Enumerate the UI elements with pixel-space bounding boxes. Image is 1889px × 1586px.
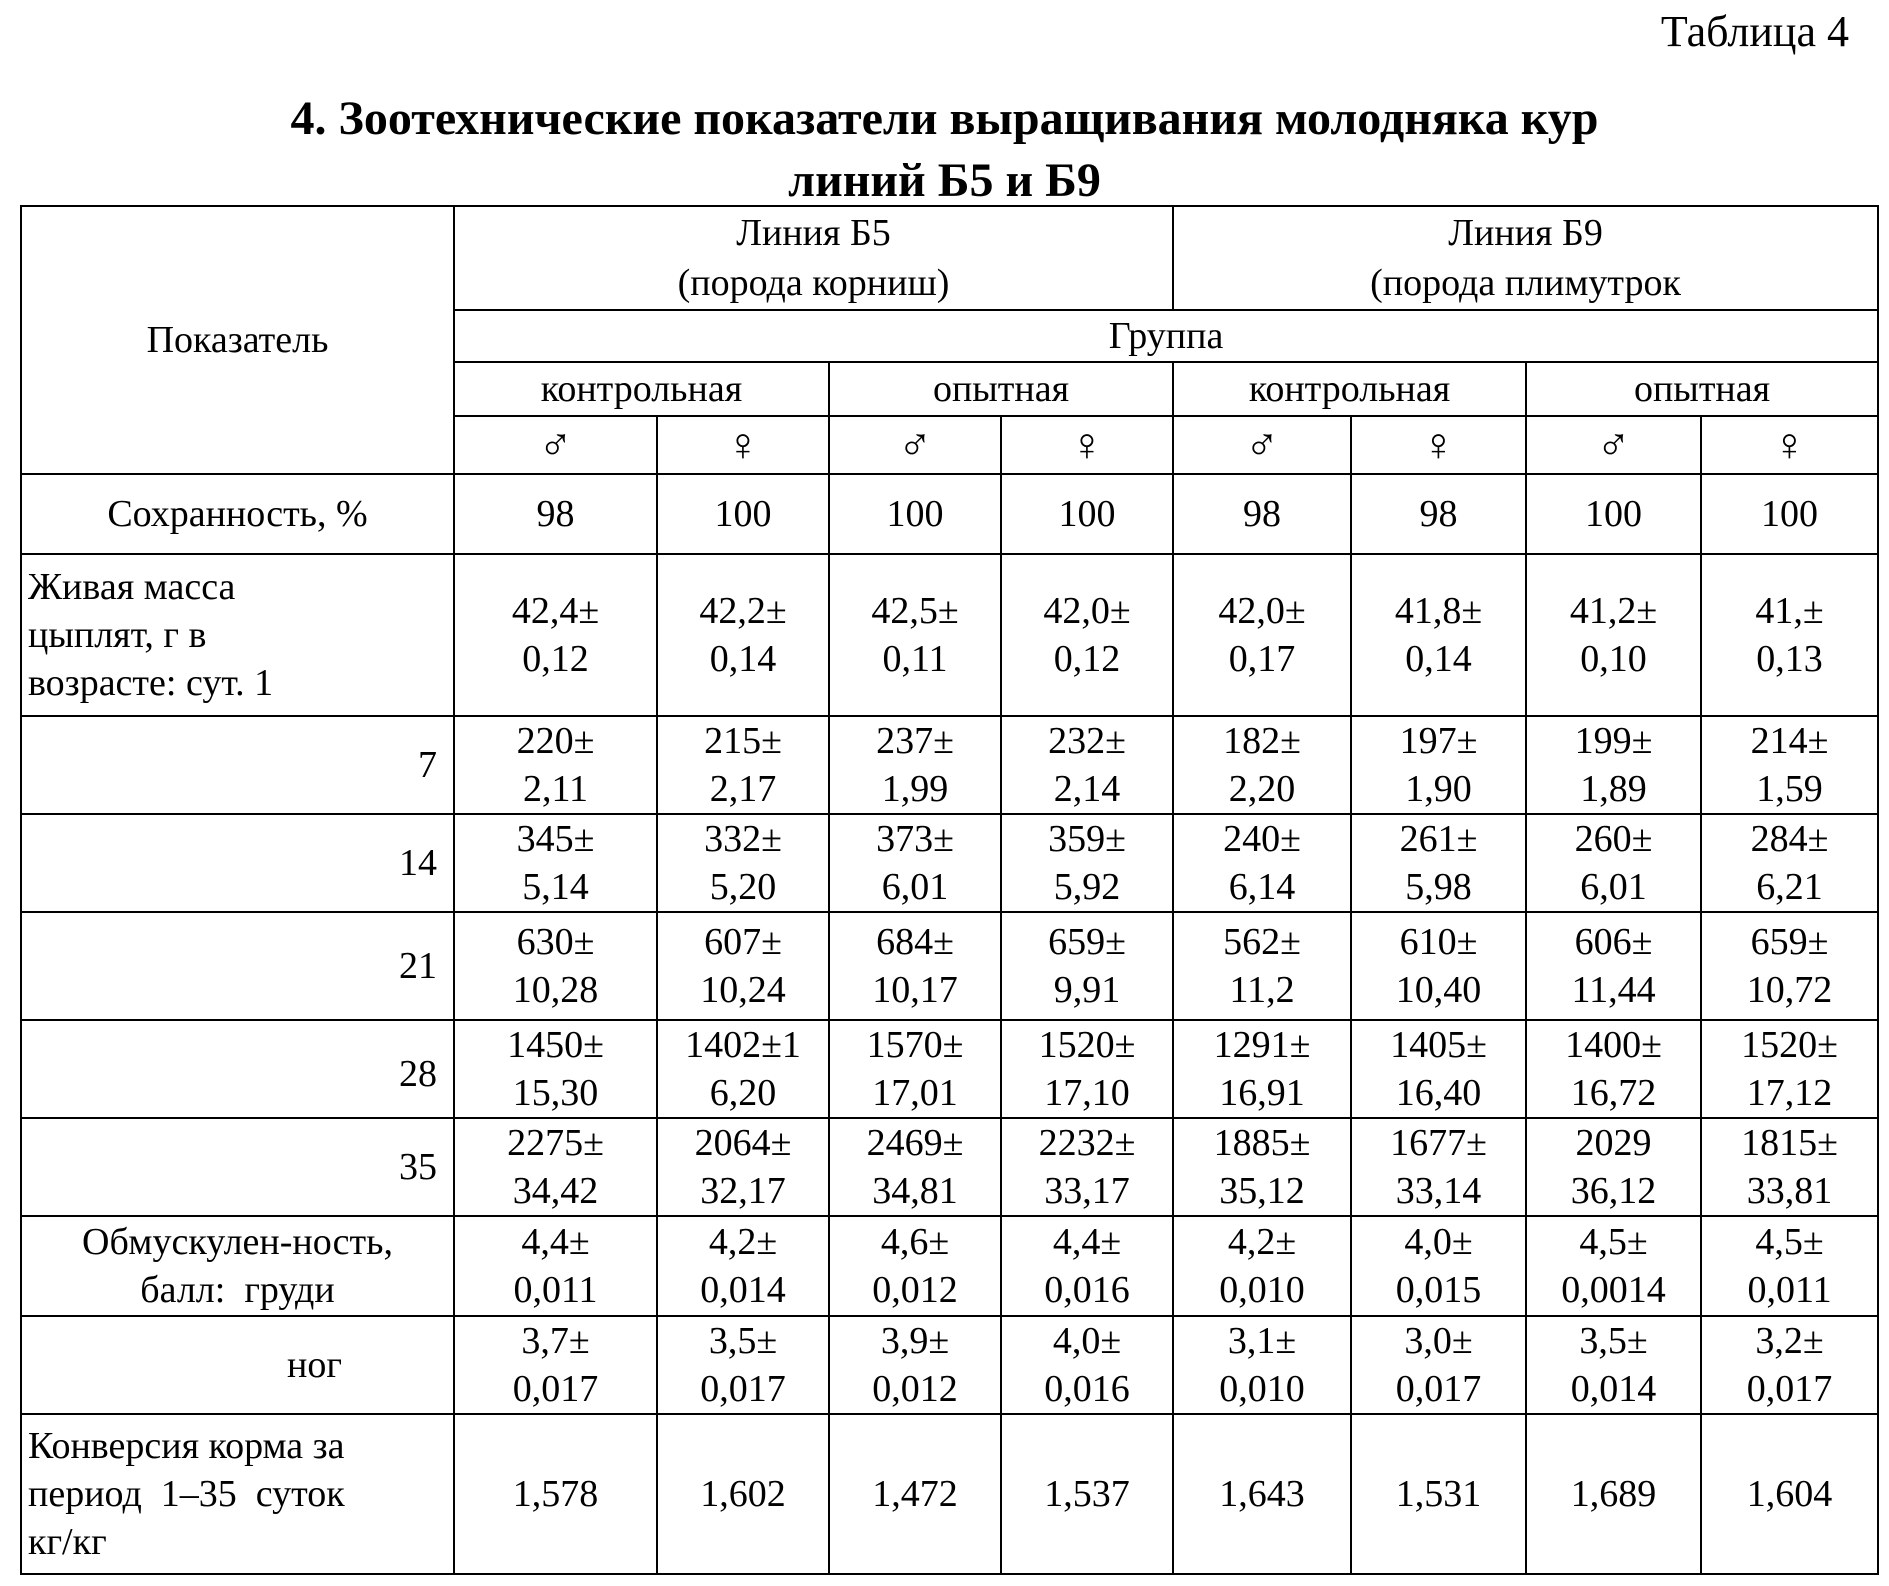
- row-survival: [21, 474, 1878, 554]
- group-control-b5: контрольная: [454, 362, 829, 416]
- male-icon: ♂: [829, 416, 1001, 474]
- mean: 3,0±: [1404, 1320, 1473, 1362]
- label-line: Живая масса: [28, 566, 236, 608]
- mean: 4,2±: [1227, 1221, 1297, 1263]
- value-cell: 100: [1526, 474, 1701, 554]
- mean: 659±: [1750, 921, 1829, 963]
- error: 0,14: [1405, 638, 1472, 680]
- line-b9-breed: (порода плимутрок: [1370, 262, 1681, 304]
- value-cell: [454, 1316, 657, 1414]
- mean: 345±: [516, 818, 595, 860]
- mean: 1815±: [1741, 1122, 1838, 1164]
- mean: 630±: [516, 921, 595, 963]
- male-icon: ♂: [1526, 416, 1701, 474]
- value-cell: [454, 554, 657, 716]
- label-line: цыплят, г в: [28, 614, 207, 656]
- value-cell: 1,604: [1701, 1414, 1878, 1574]
- row-mass-day35: [21, 1118, 1878, 1216]
- male-icon: ♂: [454, 416, 657, 474]
- value-cell: [1001, 912, 1173, 1020]
- value-cell: [1173, 716, 1351, 814]
- female-icon: ♀: [1001, 416, 1173, 474]
- row-mass-day14: [21, 814, 1878, 912]
- male-icon: ♂: [1173, 416, 1351, 474]
- error: 0,016: [1044, 1368, 1130, 1410]
- mean: 1402±1: [685, 1024, 801, 1066]
- value-cell: [454, 1020, 657, 1118]
- error: 17,12: [1746, 1072, 1833, 1114]
- row-label-day14: 14: [21, 814, 454, 912]
- value-cell: [454, 716, 657, 814]
- label-line: Обмускулен-ность,: [82, 1221, 393, 1263]
- label-line: период 1–35 суток: [28, 1473, 345, 1515]
- table-title-line-2: линий Б5 и Б9: [788, 154, 1101, 207]
- value-cell: [1526, 1216, 1701, 1316]
- error: 16,40: [1395, 1072, 1482, 1114]
- indicator-header: Показатель: [21, 206, 454, 474]
- error: 1,99: [881, 768, 949, 810]
- row-muscle-breast: [21, 1216, 1878, 1316]
- error: 17,10: [1044, 1072, 1130, 1114]
- error: 0,17: [1228, 638, 1296, 680]
- group-header: Группа: [454, 310, 1878, 362]
- error: 0,11: [882, 638, 948, 680]
- value-cell: [1351, 716, 1526, 814]
- mean: 42,0±: [1043, 590, 1131, 632]
- error: 33,81: [1746, 1170, 1833, 1212]
- mean: 659±: [1048, 921, 1126, 963]
- error: 0,012: [872, 1269, 958, 1311]
- female-icon: ♀: [657, 416, 829, 474]
- error: 1,59: [1756, 768, 1823, 810]
- mean: 3,1±: [1227, 1320, 1297, 1362]
- value-cell: [829, 1118, 1001, 1216]
- value-cell: [829, 716, 1001, 814]
- mean: 1885±: [1213, 1122, 1311, 1164]
- mean: 1520±: [1741, 1024, 1838, 1066]
- value-cell: [1526, 814, 1701, 912]
- mean: 1677±: [1390, 1122, 1487, 1164]
- value-cell: [657, 912, 829, 1020]
- mean: 3,5±: [1579, 1320, 1648, 1362]
- error: 16,72: [1570, 1072, 1657, 1114]
- row-label-feed-conversion: [21, 1414, 454, 1574]
- value-cell: 100: [1701, 474, 1878, 554]
- value-cell: [454, 1216, 657, 1316]
- value-cell: [1001, 1316, 1173, 1414]
- value-cell: [829, 1216, 1001, 1316]
- label-line: возрасте: сут. 1: [28, 662, 274, 704]
- value-cell: [1701, 1316, 1878, 1414]
- value-cell: [657, 1316, 829, 1414]
- error: 33,14: [1395, 1170, 1482, 1212]
- error: 0,011: [1747, 1269, 1832, 1311]
- error: 5,20: [709, 866, 777, 908]
- value-cell: 1,531: [1351, 1414, 1526, 1574]
- error: 10,24: [700, 969, 786, 1011]
- error: 33,17: [1044, 1170, 1130, 1212]
- error: 0,14: [709, 638, 777, 680]
- female-icon: ♀: [1701, 416, 1878, 474]
- value-cell: [1001, 1118, 1173, 1216]
- value-cell: [1526, 912, 1701, 1020]
- value-cell: [1701, 716, 1878, 814]
- row-label-muscle-breast: [21, 1216, 454, 1316]
- error: 34,42: [512, 1170, 599, 1212]
- mean: 607±: [704, 921, 782, 963]
- value-cell: 1,537: [1001, 1414, 1173, 1574]
- value-cell: [1351, 814, 1526, 912]
- mean: 332±: [704, 818, 782, 860]
- mean: 2275±: [507, 1122, 604, 1164]
- mean: 42,5±: [871, 590, 959, 632]
- mean: 373±: [876, 818, 954, 860]
- error: 16,91: [1219, 1072, 1305, 1114]
- value-cell: 98: [1173, 474, 1351, 554]
- line-b9-header: [1173, 206, 1878, 310]
- mean: 261±: [1399, 818, 1478, 860]
- error: 17,01: [872, 1072, 958, 1114]
- error: 0,014: [700, 1269, 786, 1311]
- error: 11,2: [1229, 969, 1295, 1011]
- mean: 240±: [1223, 818, 1301, 860]
- mean: 4,0±: [1404, 1221, 1473, 1263]
- row-feed-conversion: [21, 1414, 1878, 1574]
- mean: 199±: [1574, 720, 1653, 762]
- mean: 4,4±: [1052, 1221, 1122, 1263]
- value-cell: [829, 1316, 1001, 1414]
- error: 15,30: [512, 1072, 599, 1114]
- error: 0,10: [1580, 638, 1647, 680]
- mean: 4,2±: [708, 1221, 778, 1263]
- mean: 1291±: [1213, 1024, 1311, 1066]
- error: 32,17: [700, 1170, 786, 1212]
- error: 0,13: [1756, 638, 1823, 680]
- value-cell: 98: [454, 474, 657, 554]
- value-cell: [657, 1216, 829, 1316]
- error: 5,98: [1405, 866, 1472, 908]
- error: 34,81: [872, 1170, 958, 1212]
- row-label-day21: 21: [21, 912, 454, 1020]
- mean: 1450±: [507, 1024, 604, 1066]
- row-label-survival: Сохранность, %: [21, 474, 454, 554]
- error: 2,17: [709, 768, 777, 810]
- value-cell: [1701, 1216, 1878, 1316]
- mean: 237±: [876, 720, 954, 762]
- value-cell: [1701, 814, 1878, 912]
- mean: 197±: [1399, 720, 1478, 762]
- mean: 42,4±: [511, 590, 600, 632]
- mean: 41,±: [1755, 590, 1824, 632]
- value-cell: [1001, 814, 1173, 912]
- error: 5,14: [522, 866, 589, 908]
- error: 0,12: [1053, 638, 1121, 680]
- label-line: Конверсия корма за: [28, 1425, 345, 1467]
- value-cell: [1701, 1118, 1878, 1216]
- error: 0,010: [1219, 1269, 1305, 1311]
- value-cell: [1351, 554, 1526, 716]
- value-cell: [1526, 1118, 1701, 1216]
- error: 0,011: [513, 1269, 598, 1311]
- value-cell: [1351, 1020, 1526, 1118]
- value-cell: 100: [657, 474, 829, 554]
- value-cell: [829, 814, 1001, 912]
- error: 6,01: [881, 866, 949, 908]
- row-label-muscle-legs: ног: [21, 1316, 454, 1414]
- value-cell: 1,602: [657, 1414, 829, 1574]
- mean: 214±: [1750, 720, 1829, 762]
- value-cell: 1,472: [829, 1414, 1001, 1574]
- value-cell: 1,643: [1173, 1414, 1351, 1574]
- value-cell: [1351, 912, 1526, 1020]
- mean: 4,5±: [1755, 1221, 1824, 1263]
- header-row-lines: [21, 206, 1878, 310]
- error: 0,017: [1746, 1368, 1833, 1410]
- error: 0,017: [1395, 1368, 1482, 1410]
- mean: 41,2±: [1569, 590, 1658, 632]
- value-cell: 100: [829, 474, 1001, 554]
- value-cell: [1173, 1020, 1351, 1118]
- mean: 4,0±: [1052, 1320, 1122, 1362]
- mean: 610±: [1399, 921, 1478, 963]
- mean: 215±: [704, 720, 782, 762]
- error: 0,12: [522, 638, 589, 680]
- mean: 220±: [516, 720, 595, 762]
- error: 5,92: [1053, 866, 1121, 908]
- value-cell: [1173, 814, 1351, 912]
- value-cell: [829, 912, 1001, 1020]
- mean: 606±: [1574, 921, 1653, 963]
- value-cell: [657, 1118, 829, 1216]
- value-cell: [1173, 912, 1351, 1020]
- value-cell: [1701, 912, 1878, 1020]
- value-cell: [454, 1118, 657, 1216]
- value-cell: [1526, 1020, 1701, 1118]
- value-cell: [1526, 716, 1701, 814]
- mean: 284±: [1750, 818, 1829, 860]
- value-cell: [1526, 554, 1701, 716]
- value-cell: [1001, 716, 1173, 814]
- mean: 41,8±: [1394, 590, 1483, 632]
- error: 0,012: [872, 1368, 958, 1410]
- value-cell: [1173, 1316, 1351, 1414]
- error: 6,01: [1580, 866, 1647, 908]
- mean: 3,5±: [708, 1320, 778, 1362]
- error: 0,016: [1044, 1269, 1130, 1311]
- mean: 562±: [1223, 921, 1301, 963]
- value-cell: [1173, 554, 1351, 716]
- label-line: балл: груди: [140, 1269, 335, 1311]
- error: 2,20: [1228, 768, 1296, 810]
- row-label-mass-day1: [21, 554, 454, 716]
- error: 1,90: [1405, 768, 1472, 810]
- error: 10,28: [512, 969, 599, 1011]
- value-cell: [657, 814, 829, 912]
- row-mass-day7: [21, 716, 1878, 814]
- row-label-day28: 28: [21, 1020, 454, 1118]
- value-cell: [454, 912, 657, 1020]
- mean: 4,5±: [1579, 1221, 1648, 1263]
- mean: 2232±: [1038, 1122, 1136, 1164]
- value-cell: [657, 1020, 829, 1118]
- table-number-label: Таблица 4: [1660, 7, 1849, 56]
- group-experimental-b9: опытная: [1526, 362, 1878, 416]
- table-title: [0, 88, 1889, 212]
- line-b5-header: [454, 206, 1173, 310]
- line-b5-name: Линия Б5: [736, 212, 891, 254]
- female-icon: ♀: [1351, 416, 1526, 474]
- mean: 3,7±: [521, 1320, 590, 1362]
- value-cell: [1351, 1216, 1526, 1316]
- value-cell: [829, 1020, 1001, 1118]
- table-title-line-1: 4. Зоотехнические показатели выращивания молодняка кур: [290, 92, 1599, 145]
- value-cell: 98: [1351, 474, 1526, 554]
- row-muscle-legs: [21, 1316, 1878, 1414]
- error: 9,91: [1053, 969, 1121, 1011]
- error: 2,11: [522, 768, 589, 810]
- mean: 3,2±: [1755, 1320, 1824, 1362]
- error: 2,14: [1053, 768, 1121, 810]
- error: 0,010: [1219, 1368, 1305, 1410]
- value-cell: [1173, 1216, 1351, 1316]
- mean: 1400±: [1565, 1024, 1662, 1066]
- error: 10,72: [1746, 969, 1833, 1011]
- line-b5-breed: (порода корниш): [677, 262, 950, 304]
- mean: 4,4±: [521, 1221, 590, 1263]
- group-control-b9: контрольная: [1173, 362, 1526, 416]
- error: 1,89: [1580, 768, 1647, 810]
- value-cell: [454, 814, 657, 912]
- line-b9-name: Линия Б9: [1448, 212, 1603, 254]
- mean: 260±: [1574, 818, 1653, 860]
- mean: 3,9±: [880, 1320, 950, 1362]
- value-cell: [1351, 1316, 1526, 1414]
- mean: 1570±: [866, 1024, 964, 1066]
- error: 10,40: [1395, 969, 1482, 1011]
- mean: 1520±: [1038, 1024, 1136, 1066]
- mean: 232±: [1048, 720, 1126, 762]
- row-mass-day28: [21, 1020, 1878, 1118]
- value-cell: [1001, 1020, 1173, 1118]
- error: 0,015: [1395, 1269, 1482, 1311]
- error: 0,014: [1570, 1368, 1657, 1410]
- value-cell: [1001, 554, 1173, 716]
- error: 0,017: [700, 1368, 786, 1410]
- error: 6,21: [1756, 866, 1823, 908]
- mean: 182±: [1223, 720, 1301, 762]
- mean: 42,2±: [699, 590, 787, 632]
- mean: 4,6±: [880, 1221, 950, 1263]
- value-cell: 100: [1001, 474, 1173, 554]
- data-table: [20, 205, 1879, 1575]
- mean: 42,0±: [1218, 590, 1306, 632]
- row-label-day35: 35: [21, 1118, 454, 1216]
- error: 0,017: [512, 1368, 599, 1410]
- mean: 1405±: [1390, 1024, 1487, 1066]
- label-line: кг/кг: [28, 1521, 107, 1563]
- value-cell: 1,578: [454, 1414, 657, 1574]
- mean: 2469±: [866, 1122, 964, 1164]
- error: 35,12: [1219, 1170, 1305, 1212]
- error: 36,12: [1570, 1170, 1657, 1212]
- value-cell: [1001, 1216, 1173, 1316]
- value-cell: [657, 716, 829, 814]
- value-cell: [1701, 1020, 1878, 1118]
- value-cell: [1701, 554, 1878, 716]
- value-cell: [1526, 1316, 1701, 1414]
- row-mass-day21: [21, 912, 1878, 1020]
- mean: 2029: [1575, 1122, 1652, 1164]
- mean: 684±: [876, 921, 954, 963]
- value-cell: 1,689: [1526, 1414, 1701, 1574]
- value-cell: [1173, 1118, 1351, 1216]
- row-label-day7: 7: [21, 716, 454, 814]
- value-cell: [1351, 1118, 1526, 1216]
- error: 6,20: [709, 1072, 777, 1114]
- value-cell: [829, 554, 1001, 716]
- error: 6,14: [1228, 866, 1296, 908]
- value-cell: [657, 554, 829, 716]
- error: 11,44: [1571, 969, 1656, 1011]
- group-experimental-b5: опытная: [829, 362, 1173, 416]
- error: 0,0014: [1561, 1269, 1666, 1311]
- error: 10,17: [872, 969, 958, 1011]
- mean: 2064±: [694, 1122, 792, 1164]
- mean: 359±: [1048, 818, 1126, 860]
- row-mass-day1: [21, 554, 1878, 716]
